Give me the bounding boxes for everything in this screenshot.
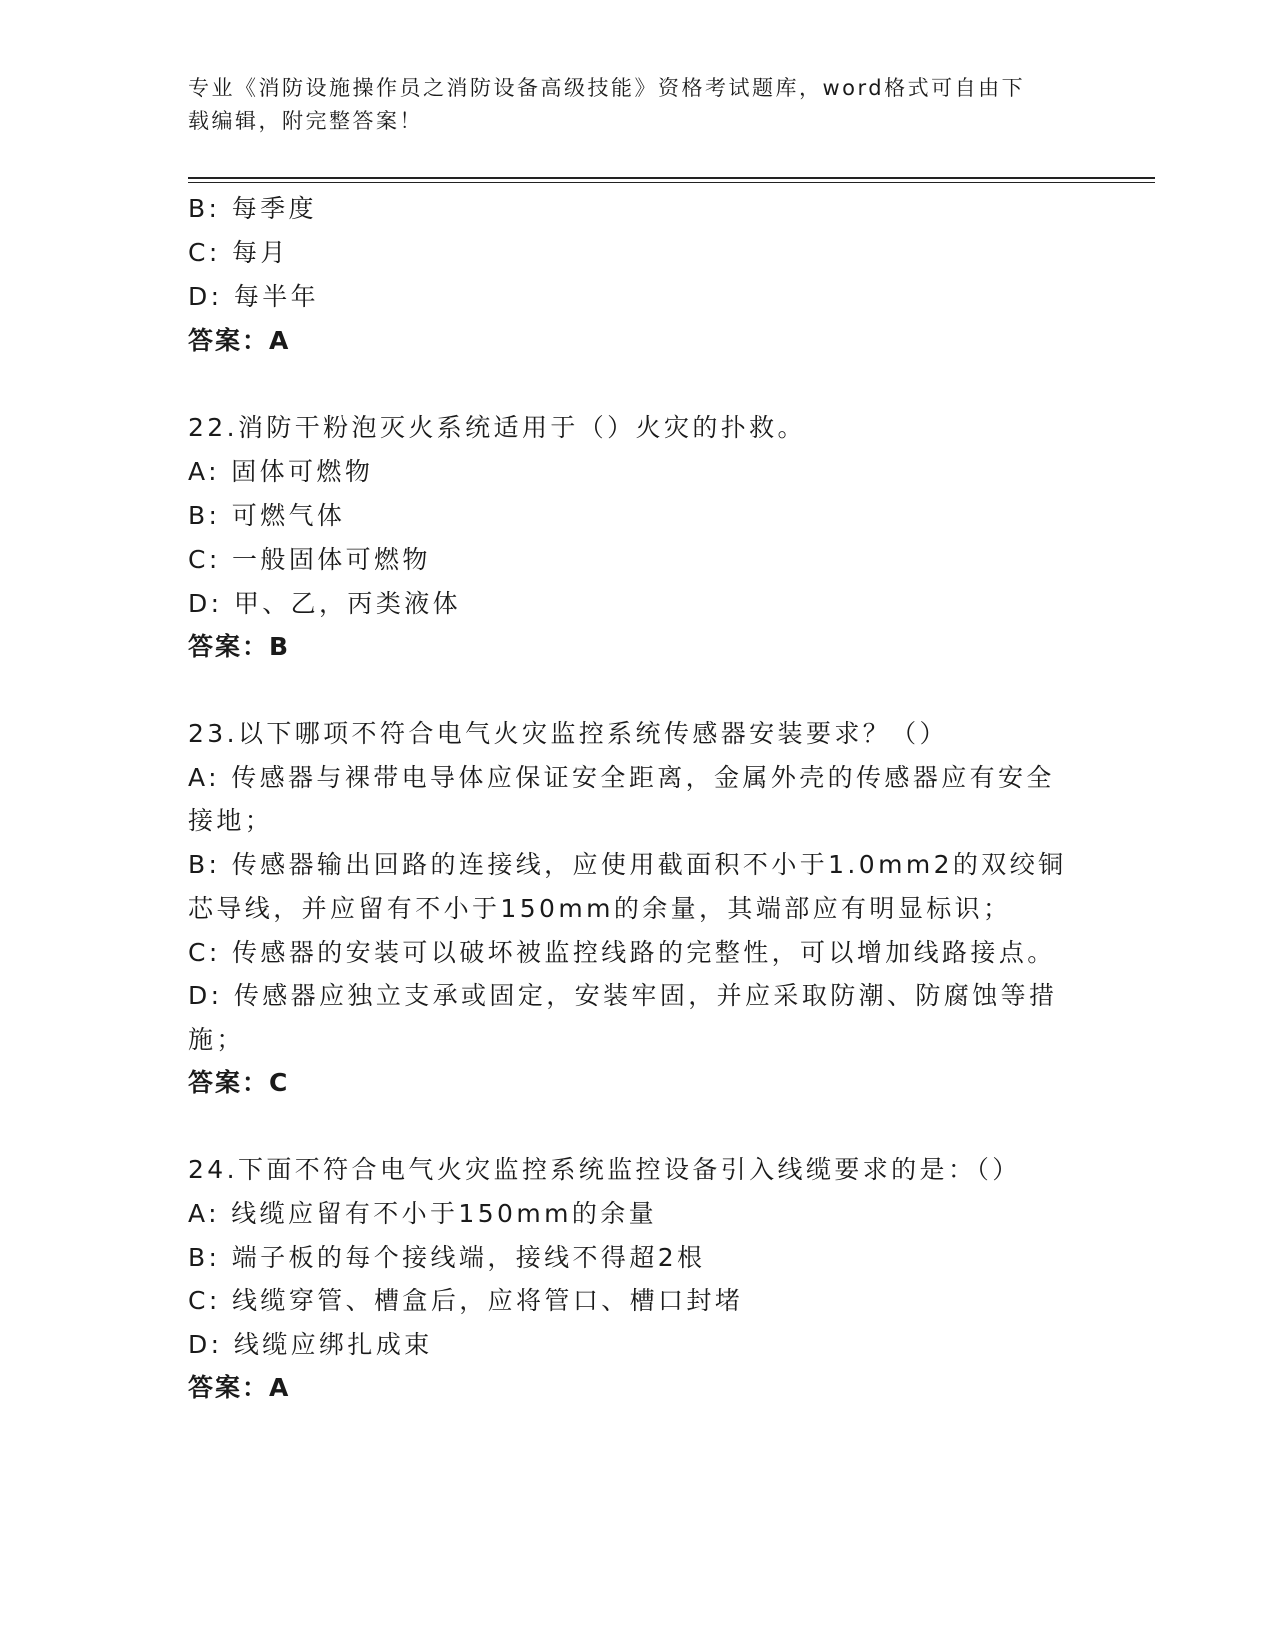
q24-answer: 答案：A (188, 1373, 291, 1402)
q22-option-d: D: 甲、乙，丙类液体 (188, 589, 462, 618)
q23-stem: 23.以下哪项不符合电气火灾监控系统传感器安装要求？（） (188, 719, 948, 748)
prev-answer: 答案：A (188, 326, 291, 355)
q24-option-c: C: 线缆穿管、槽盒后，应将管口、槽口封堵 (188, 1286, 744, 1315)
q23-option-d-line2: 施； (188, 1025, 245, 1054)
q23-option-b-line2: 芯导线，并应留有不小于150mm的余量，其端部应有明显标识； (188, 894, 1012, 923)
prev-option-d: D: 每半年 (188, 282, 320, 311)
prev-option-b: B: 每季度 (188, 194, 317, 223)
q23-option-d-line1: D: 传感器应独立支承或固定，安装牢固，并应采取防潮、防腐蚀等措 (188, 981, 1058, 1010)
header-divider-thick (188, 177, 1155, 179)
q23-option-a-line2: 接地； (188, 806, 274, 835)
q22-option-a: A: 固体可燃物 (188, 457, 374, 486)
header-line-2: 载编辑，附完整答案！ (188, 109, 423, 133)
q23-option-b-line1: B: 传感器输出回路的连接线，应使用截面积不小于1.0mm2的双绞铜 (188, 850, 1067, 879)
header-divider-thin (188, 182, 1155, 183)
header-line-1: 专业《消防设施操作员之消防设备高级技能》资格考试题库，word格式可自由下 (188, 76, 1026, 100)
q24-option-d: D: 线缆应绑扎成束 (188, 1330, 433, 1359)
q23-option-a-line1: A: 传感器与裸带电导体应保证安全距离，金属外壳的传感器应有安全 (188, 763, 1055, 792)
prev-option-c: C: 每月 (188, 238, 289, 267)
q24-stem: 24.下面不符合电气火灾监控系统监控设备引入线缆要求的是：（） (188, 1155, 1021, 1184)
q22-option-b: B: 可燃气体 (188, 501, 346, 530)
q22-answer: 答案：B (188, 632, 291, 661)
q24-option-b: B: 端子板的每个接线端，接线不得超2根 (188, 1243, 706, 1272)
q24-option-a: A: 线缆应留有不小于150mm的余量 (188, 1199, 658, 1228)
q23-option-c: C: 传感器的安装可以破坏被监控线路的完整性，可以增加线路接点。 (188, 938, 1056, 967)
q23-answer: 答案：C (188, 1068, 290, 1097)
q22-option-c: C: 一般固体可燃物 (188, 545, 431, 574)
page-header (188, 72, 1088, 138)
q22-stem: 22.消防干粉泡灭火系统适用于（）火灾的扑救。 (188, 413, 806, 442)
